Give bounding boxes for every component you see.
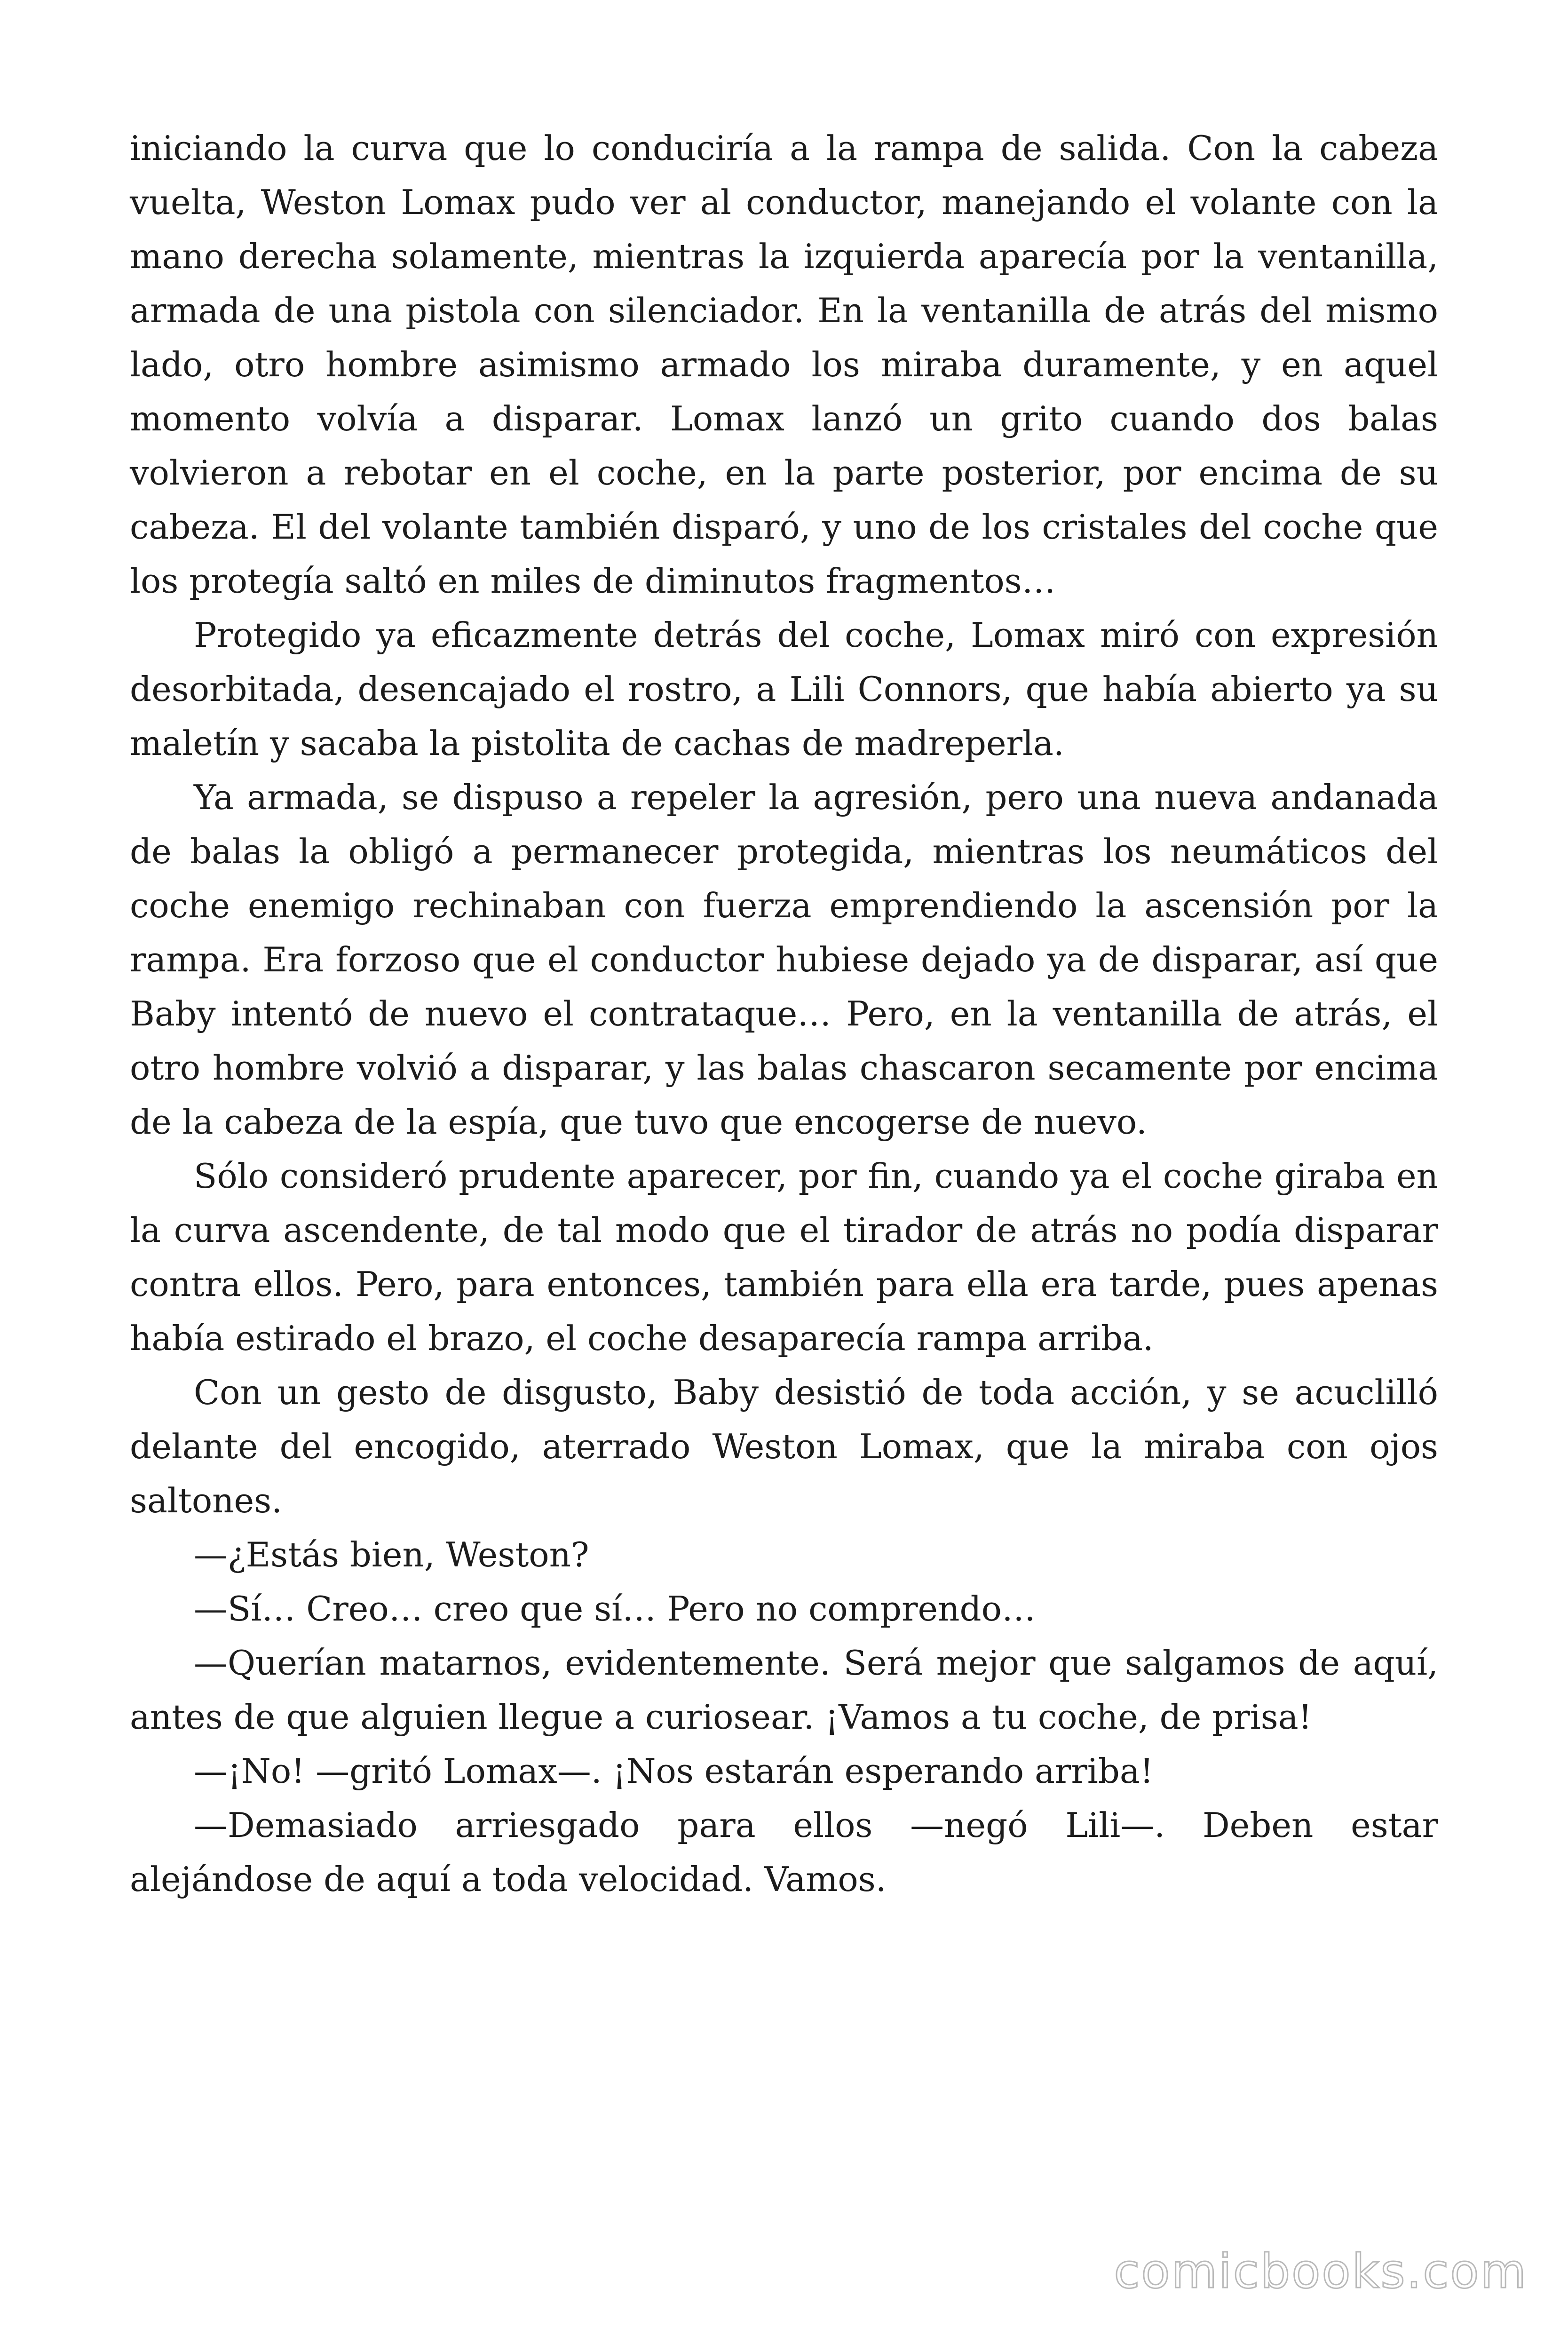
dialogue-line: —¡No! —gritó Lomax—. ¡Nos estarán esperando arriba! — [194, 1751, 1154, 1791]
paragraph: Ya armada, se dispuso a repeler la agresión, pero una nueva andanada de balas la obligó a permanecer protegida, mientras los neumáticos del coche enemigo rechinaban con fuerza emprendiendo la ascensión por la rampa. Era forzoso que el conductor hubiese dejado ya de disparar, así que Baby intentó de nuevo el contrataque… Pero, en la ventanilla de atrás, el otro hombre volvió a disparar, y las balas chascaron secamente por encima de la cabeza de la espía, que tuvo que encogerse de nuevo. — [130, 778, 1438, 1142]
paragraph: iniciando la curva que lo conduciría a la rampa de salida. Con la cabeza vuelta, Weston Lomax pudo ver al conductor, manejando el volante con la mano derecha solamente, mientras la izquierda aparecía por la ventanilla, armada de una pistola con silenciador. En la ventanilla de atrás del mismo lado, otro hombre asimismo armado los miraba duramente, y en aquel momento volvía a disparar. Lomax lanzó un grito cuando dos balas volvieron a rebotar en el coche, en la parte posterior, por encima de su cabeza. El del volante también disparó, y uno de los cristales del coche que los protegía saltó en miles de diminutos fragmentos… — [130, 128, 1438, 601]
dialogue-line: —¿Estás bien, Weston? — [194, 1535, 589, 1574]
paragraph: Protegido ya eficazmente detrás del coche, Lomax miró con expresión desorbitada, desencajado el rostro, a Lili Connors, que había abierto ya su maletín y sacaba la pistolita de cachas de madreperla. — [130, 615, 1438, 763]
watermark: comicbooks.com — [1114, 2244, 1528, 2299]
paragraph: Con un gesto de disgusto, Baby desistió de toda acción, y se acuclilló delante del encogido, aterrado Weston Lomax, que la miraba con ojos saltones. — [130, 1373, 1438, 1520]
dialogue-line: —Querían matarnos, evidentemente. Será mejor que salgamos de aquí, antes de que alguien llegue a curiosear. ¡Vamos a tu coche, de prisa! — [130, 1643, 1438, 1737]
dialogue-line: —Sí… Creo… creo que sí… Pero no comprendo… — [194, 1589, 1036, 1629]
dialogue-line: —Demasiado arriesgado para ellos —negó Lili—. Deben estar alejándose de aquí a toda velocidad. Vamos. — [130, 1805, 1438, 1899]
paragraph: Sólo consideró prudente aparecer, por fin, cuando ya el coche giraba en la curva ascendente, de tal modo que el tirador de atrás no podía disparar contra ellos. Pero, para entonces, también para ella era tarde, pues apenas había estirado el brazo, el coche desaparecía rampa arriba. — [130, 1156, 1438, 1358]
body-text — [130, 121, 1438, 1907]
